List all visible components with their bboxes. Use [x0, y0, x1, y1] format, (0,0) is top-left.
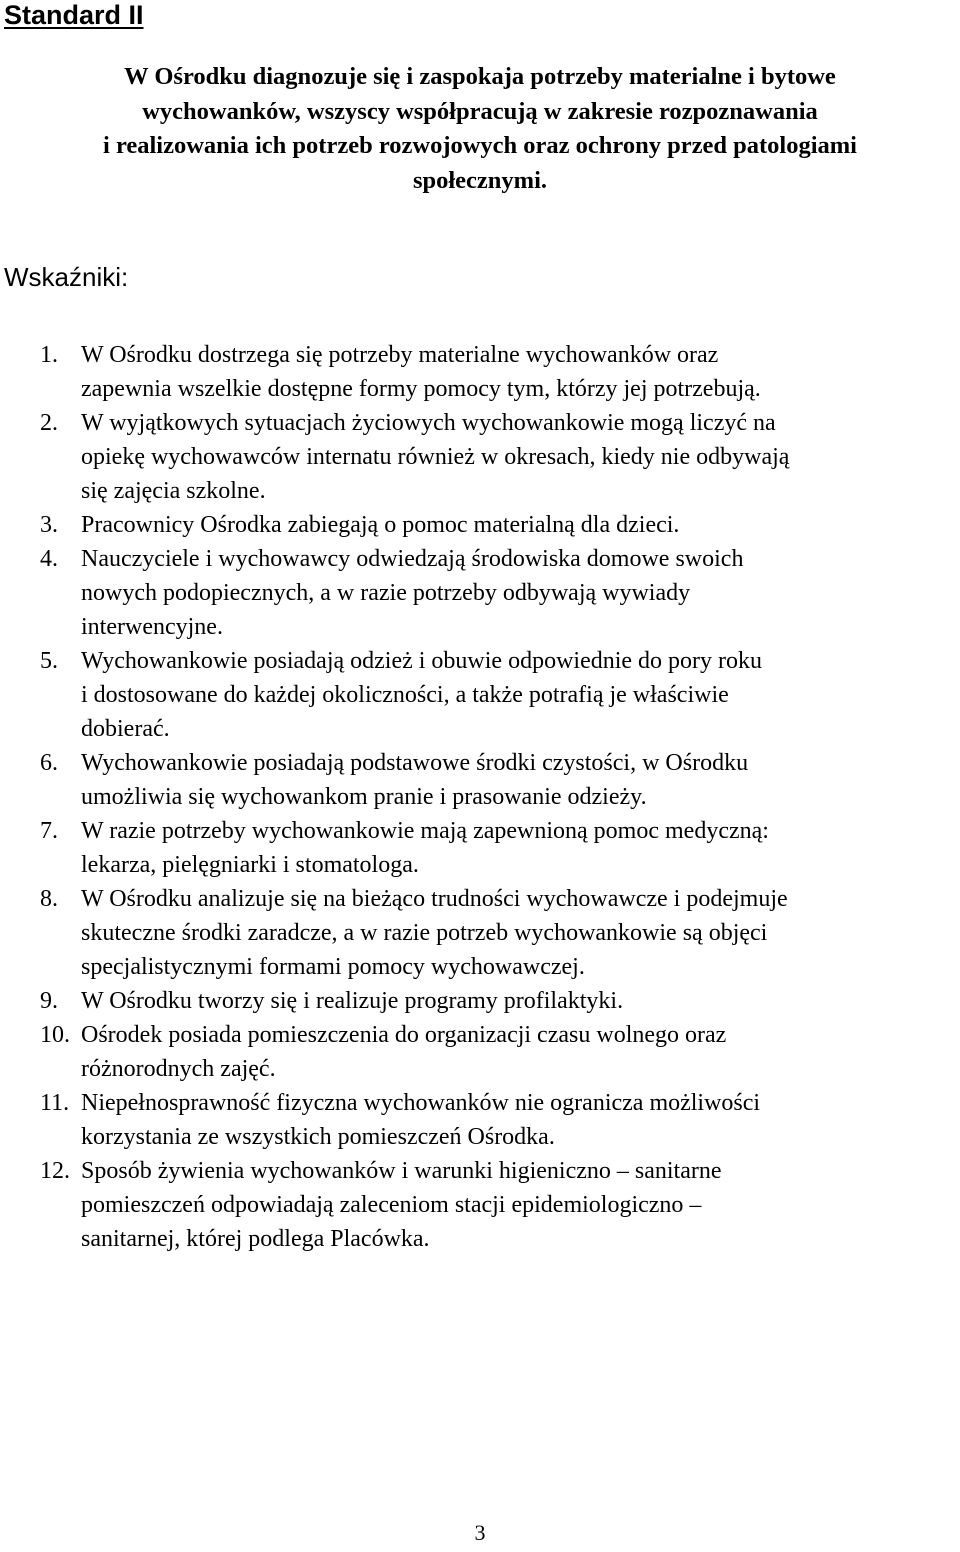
list-item	[0, 1018, 960, 1086]
list-item-number: 2.	[40, 410, 58, 436]
list-item	[0, 882, 960, 984]
list-item-line: się zajęcia szkolne.	[81, 478, 266, 504]
list-item-line: specjalistycznymi formami pomocy wychowawczej.	[81, 954, 585, 980]
list-item-line: W Ośrodku analizuje się na bieżąco trudności wychowawcze i podejmuje	[81, 886, 788, 912]
list-item-line: interwencyjne.	[81, 614, 223, 640]
list-item-number: 7.	[40, 818, 58, 844]
list-item-number: 9.	[40, 988, 58, 1014]
list-item	[0, 1154, 960, 1256]
indicators-heading: Wskaźniki:	[4, 262, 129, 292]
list-item	[0, 338, 960, 406]
list-item-number: 8.	[40, 886, 58, 912]
list-item-line: Sposób żywienia wychowanków i warunki higieniczno – sanitarne	[81, 1158, 722, 1184]
list-item-line: Niepełnosprawność fizyczna wychowanków nie ogranicza możliwości	[81, 1090, 761, 1116]
list-item-number: 1.	[40, 342, 58, 368]
statement-line: społecznymi.	[412, 166, 548, 194]
list-item-line: sanitarnej, której podlega Placówka.	[81, 1226, 430, 1252]
standard-statement	[0, 60, 960, 198]
list-item-line: nowych podopiecznych, a w razie potrzeby odbywają wywiady	[81, 580, 691, 606]
list-item-line: Nauczyciele i wychowawcy odwiedzają środowiska domowe swoich	[81, 546, 744, 572]
statement-line: wychowanków, wszyscy współpracują w zakresie rozpoznawania	[142, 97, 818, 125]
list-item	[0, 508, 960, 542]
list-item-line: skuteczne środki zaradcze, a w razie potrzeb wychowankowie są objęci	[81, 920, 768, 946]
list-item-line: pomieszczeń odpowiadają zaleceniom stacji epidemiologiczno –	[81, 1192, 702, 1218]
list-item-line: opiekę wychowawców internatu również w okresach, kiedy nie odbywają	[81, 444, 790, 470]
indicators-list	[0, 338, 960, 1256]
list-item-line: zapewnia wszelkie dostępne formy pomocy tym, którzy jej potrzebują.	[81, 376, 761, 402]
list-item-line: W Ośrodku tworzy się i realizuje programy profilaktyki.	[81, 988, 624, 1014]
list-item-number: 10.	[40, 1022, 70, 1048]
list-item-line: Wychowankowie posiadają odzież i obuwie odpowiednie do pory roku	[81, 648, 763, 674]
list-item-number: 11.	[40, 1090, 70, 1116]
list-item-line: W Ośrodku dostrzega się potrzeby materialne wychowanków oraz	[81, 342, 719, 368]
list-item-line: i dostosowane do każdej okoliczności, a także potrafią je właściwie	[81, 682, 729, 708]
list-item-line: W razie potrzeby wychowankowie mają zapewnioną pomoc medyczną:	[81, 818, 769, 844]
list-item-line: lekarza, pielęgniarki i stomatologa.	[81, 852, 419, 878]
list-item	[0, 1086, 960, 1154]
list-item	[0, 746, 960, 814]
statement-line: i realizowania ich potrzeb rozwojowych oraz ochrony przed patologiami	[103, 132, 857, 159]
list-item	[0, 984, 960, 1018]
list-item-line: Pracownicy Ośrodka zabiegają o pomoc materialną dla dzieci.	[81, 512, 680, 538]
standard-title: Standard II	[4, 0, 144, 30]
list-item	[0, 814, 960, 882]
list-item-line: umożliwia się wychowankom pranie i prasowanie odzieży.	[81, 784, 647, 810]
statement-line: W Ośrodku diagnozuje się i zaspokaja potrzeby materialne i bytowe	[124, 63, 836, 90]
list-item-number: 6.	[40, 750, 58, 776]
page-number: 3	[474, 1520, 486, 1545]
list-item-number: 12.	[40, 1158, 70, 1184]
list-item	[0, 644, 960, 746]
list-item-line: korzystania ze wszystkich pomieszczeń Ośrodka.	[81, 1124, 555, 1150]
list-item-number: 5.	[40, 648, 58, 674]
list-item-line: Wychowankowie posiadają podstawowe środki czystości, w Ośrodku	[81, 750, 749, 776]
list-item-line: W wyjątkowych sytuacjach życiowych wychowankowie mogą liczyć na	[81, 410, 776, 436]
list-item-number: 3.	[40, 512, 58, 538]
list-item-line: dobierać.	[81, 716, 170, 742]
list-item-number: 4.	[40, 546, 58, 572]
list-item	[0, 406, 960, 508]
list-item-line: różnorodnych zajęć.	[81, 1056, 276, 1082]
list-item	[0, 542, 960, 644]
list-item-line: Ośrodek posiada pomieszczenia do organizacji czasu wolnego oraz	[81, 1022, 727, 1048]
